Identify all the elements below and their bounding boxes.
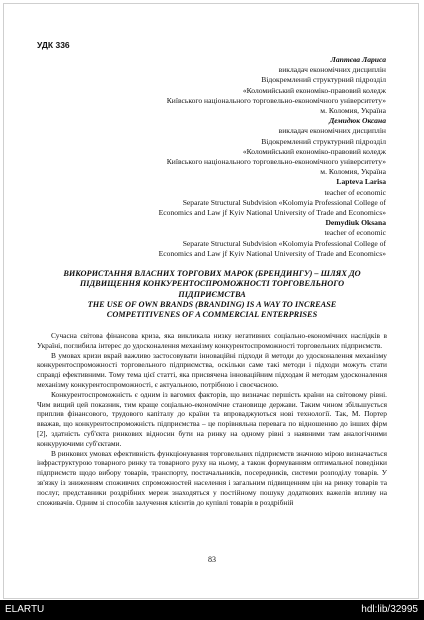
author-affiliation-line: Відокремлений структурний підрозділ <box>261 75 386 85</box>
article-body <box>37 331 387 507</box>
title-ukrainian: ВИКОРИСТАННЯ ВЛАСНИХ ТОРГОВИХ МАРОК (БРЕНДИНГУ) – ШЛЯХ ДО ПІДВИЩЕННЯ КОНКУРЕНТОСПРОМОЖНОСТІ ТОРГОВЕЛЬНОГО ПІДПРИЄМСТВА <box>63 269 361 299</box>
author-affiliation-line: teacher of economic <box>324 228 386 238</box>
author-name: Демидюк Оксана <box>329 116 386 126</box>
page-number: 83 <box>208 555 216 564</box>
author-affiliation-line: «Коломийський економіко-правовий коледж <box>242 146 386 156</box>
author-affiliation-line: Separate Structural Subdvision «Kolomyia Professional College of <box>182 197 386 207</box>
body-paragraph: Конкурентоспроможність є одним із вагомих факторів, що визначає першість країни на світовому рівні. Чим вищий цей показник, тим краще соціально-економічне становище держави. Таким чином збільшується приплив фінансового, трудового капіталу до країни та впроваджуються нові технології. Так, М. Портер вважав, що конкурентоспроможність підприємства – це порівняльна перевага по відношенню до інших фірм [2], здатність суб'єкта ринкових відносин бути на ринку на одному рівні з наявними там аналогічними конкуруючими суб'єктами. <box>37 389 387 448</box>
author-affiliation-line: м. Коломия, Україна <box>320 106 386 116</box>
body-paragraph: Сучасна світова фінансова криза, яка викликала низку негативних соціально-економічних наслідків в Україні, поглибила інтерес до удосконалення механізму конкурентоспроможності торговельних підприємств. <box>37 331 387 350</box>
author-3 <box>40 177 386 218</box>
body-paragraph: В умовах кризи вкрай важливо застосовувати інноваційні підходи й методи до удосконалення механізму конкурентоспроможності торговельного підприємства, оскільки саме такі методи і підходи можуть стати справді ефективними. Тому тема цієї статті, яка присвячена інноваційним підходам й методам удосконалення механізму конкурентоспроможності, є актуальною, потрібною і своєчасною. <box>37 350 387 389</box>
author-affiliation-line: Київського національного торговельно-економічного університету» <box>166 157 386 167</box>
author-affiliation-line: Economics and Law jf Kyiv National University of Trade and Economics» <box>158 208 386 218</box>
title-english: THE USE OF OWN BRANDS (BRANDING) IS A WAY TO INCREASE COMPETITIVENES OF A COMMERCIAL ENTERPRISES <box>87 299 337 320</box>
author-affiliation-line: Київського національного торговельно-економічного університету» <box>166 95 386 105</box>
author-4 <box>40 218 386 259</box>
author-name: Лаптєва Лариса <box>330 55 386 64</box>
author-1 <box>40 55 386 116</box>
author-affiliation-line: Відокремлений структурний підрозділ <box>261 136 386 146</box>
repository-name: ELARTU <box>5 604 45 615</box>
author-name: Lapteva Larisa <box>336 177 386 187</box>
handle-identifier: hdl:lib/32995 <box>361 604 418 615</box>
author-affiliation-line: teacher of economic <box>324 187 386 197</box>
author-block <box>40 55 386 259</box>
body-paragraph: В ринкових умовах ефективність функціонування торговельних підприємств значною мірою визначається інфраструктурою товарного ринку та товарного руху на ньому, а також формуванням оптимальної поведінки підприємств щодо вибору товарів, транспорту, постачальників, посередників, системи розподілу товарів. У зв'язку із зниженням споживчих спроможностей населення і загальним підвищенням цін на ринку товарів та послуг, представники роздрібних мереж знаходяться у постійному пошуку додаткових важелів впливу на споживачів. Одним зі способів залучення клієнтів до купівлі товарів в роздрібній <box>37 448 387 507</box>
udk-code: УДК 336 <box>37 40 70 50</box>
author-affiliation-line: викладач економічних дисциплін <box>278 126 386 136</box>
author-2 <box>40 116 386 177</box>
author-affiliation-line: м. Коломия, Україна <box>320 167 386 177</box>
article-title <box>52 269 372 320</box>
author-affiliation-line: викладач економічних дисциплін <box>278 65 386 75</box>
author-name: Demydiuk Oksana <box>325 218 386 228</box>
author-affiliation-line: Economics and Law jf Kyiv National University of Trade and Economics» <box>158 248 386 258</box>
author-affiliation-line: «Коломийський економіко-правовий коледж <box>242 85 386 95</box>
author-affiliation-line: Separate Structural Subdvision «Kolomyia Professional College of <box>182 238 386 248</box>
footer-bar <box>0 600 424 620</box>
